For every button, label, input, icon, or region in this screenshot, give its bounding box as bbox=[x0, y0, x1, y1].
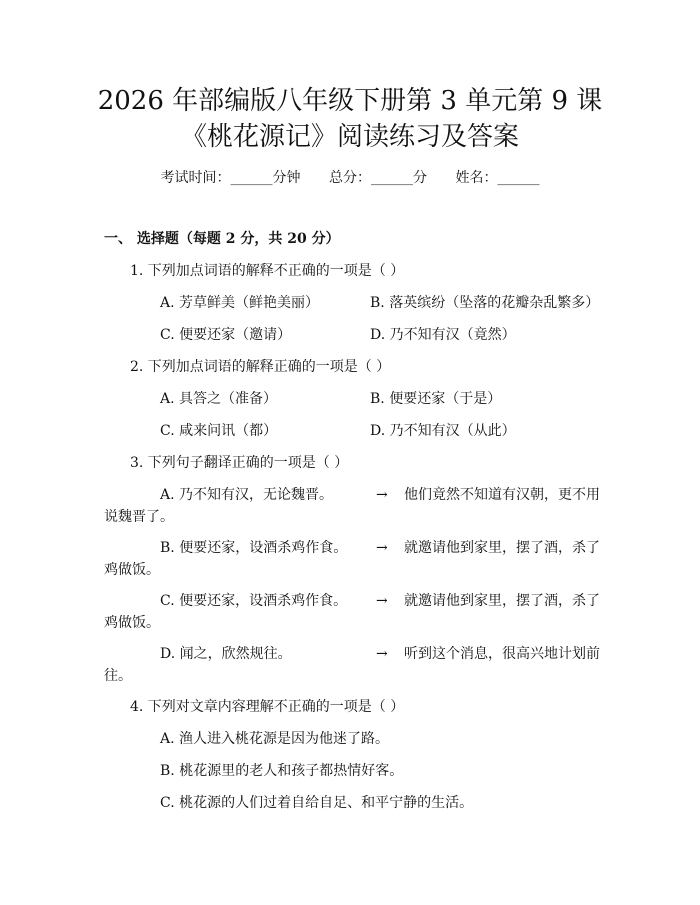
question-3-option-c-translation: 就邀请他到家里，摆了酒，杀了 bbox=[404, 593, 600, 609]
document-title-line1: 2026 年部编版八年级下册第 3 单元第 9 课 bbox=[97, 86, 603, 116]
question-3-option-a-source: A. 乃不知有汉，无论魏晋。 bbox=[160, 487, 334, 503]
question-3-option-b-translation: 就邀请他到家里，摆了酒，杀了 bbox=[404, 540, 600, 556]
question-4-option-a: A. 渔人进入桃花源是因为他迷了路。 bbox=[160, 731, 390, 747]
question-3-option-d-source: D. 闻之，欣然规往。 bbox=[160, 646, 292, 662]
question-3-option-c-translation-cont: 鸡做饭。 bbox=[104, 615, 160, 631]
question-1-stem: 1. 下列加点词语的解释不正确的一项是（ ） bbox=[130, 263, 405, 279]
question-3-option-b-source: B. 便要还家，设酒杀鸡作食。 bbox=[160, 540, 348, 556]
arrow-icon: → bbox=[376, 487, 388, 503]
name-field: 姓名：______ bbox=[455, 170, 540, 186]
question-3-option-c-source: C. 便要还家，设酒杀鸡作食。 bbox=[160, 593, 348, 609]
question-2-stem: 2. 下列加点词语的解释正确的一项是（ ） bbox=[130, 359, 391, 375]
question-3-option-d-translation: 听到这个消息，很高兴地计划前 bbox=[404, 646, 600, 662]
question-2-option-a: A. 具答之（准备） bbox=[160, 391, 278, 407]
question-3-option-a-translation-cont: 说魏晋了。 bbox=[104, 509, 174, 525]
arrow-icon: → bbox=[376, 540, 388, 556]
question-1-option-c: C. 便要还家（邀请） bbox=[160, 327, 292, 343]
question-2-option-b: B. 便要还家（于是） bbox=[370, 391, 502, 407]
question-4-option-b: B. 桃花源里的老人和孩子都热情好客。 bbox=[160, 763, 404, 779]
exam-time-field: 考试时间：______分钟 bbox=[160, 170, 301, 186]
section-heading: 一、 选择题（每题 2 分，共 20 分） bbox=[104, 231, 340, 247]
exam-info-line bbox=[0, 168, 700, 188]
document-title-line2: 《桃花源记》阅读练习及答案 bbox=[180, 122, 519, 152]
arrow-icon: → bbox=[376, 646, 388, 662]
question-4-option-c: C. 桃花源的人们过着自给自足、和平宁静的生活。 bbox=[160, 795, 474, 811]
question-1-option-a: A. 芳草鲜美（鲜艳美丽） bbox=[160, 295, 320, 311]
question-2-option-c: C. 咸来问讯（都） bbox=[160, 423, 278, 439]
question-3-option-a-translation: 他们竟然不知道有汉朝，更不用 bbox=[404, 487, 600, 503]
question-1-option-b: B. 落英缤纷（坠落的花瓣杂乱繁多） bbox=[370, 295, 600, 311]
question-3-option-b-translation-cont: 鸡做饭。 bbox=[104, 562, 160, 578]
question-2-option-d: D. 乃不知有汉（从此） bbox=[370, 423, 516, 439]
question-1-option-d: D. 乃不知有汉（竟然） bbox=[370, 327, 516, 343]
question-3-stem: 3. 下列句子翻译正确的一项是（ ） bbox=[130, 455, 349, 471]
question-3-option-d-translation-cont: 往。 bbox=[104, 668, 132, 684]
question-4-stem: 4. 下列对文章内容理解不正确的一项是（ ） bbox=[130, 699, 405, 715]
arrow-icon: → bbox=[376, 593, 388, 609]
total-score-field: 总分：______分 bbox=[329, 170, 427, 186]
